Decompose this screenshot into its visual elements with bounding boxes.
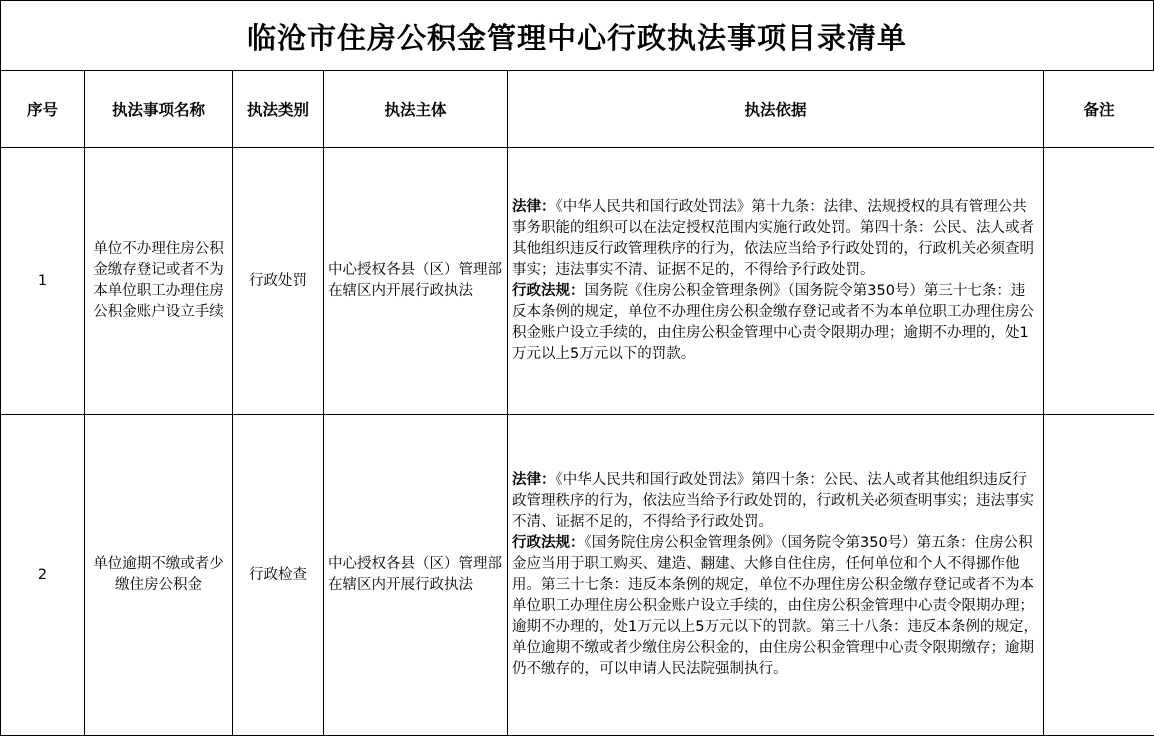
header-subject[interactable]: 执法主体 [324, 71, 508, 148]
cell-no[interactable]: 1 [1, 148, 85, 415]
regulation-paragraph [512, 533, 1039, 680]
regulation-text: 《国务院住房公积金管理条例》（国务院令第350号）第五条：住房公积金应当用于职工购买、建造、翻建、大修自住住房，任何单位和个人不得挪作他用。第三十七条：违反本条例的规定，单位不办理住房公积金缴存登记或者不为本单位职工办理住房公积金账户设立手续的，由住房公积金管理中心责令限期办理；逾期不办理的，处1万元以上5万元以下的罚款。第三十八条：违反本条例的规定，单位逾期不缴或者少缴住房公积金的，由住房公积金管理中心责令限期缴存；逾期仍不缴存的，可以申请人民法院强制执行。 [512, 535, 1038, 677]
cell-subject[interactable]: 中心授权各县（区）管理部在辖区内开展行政执法 [324, 148, 508, 415]
regulation-text: 国务院《住房公积金管理条例》（国务院令第350号）第三十七条：违反本条例的规定，单位不办理住房公积金缴存登记或者不为本单位职工办理住房公积金账户设立手续的，由住房公积金管理中心责令限期办理；逾期不办理的，处1万元以上5万元以下的罚款。 [512, 283, 1034, 362]
cell-type[interactable]: 行政检查 [233, 415, 324, 736]
cell-name[interactable]: 单位不办理住房公积金缴存登记或者不为本单位职工办理住房公积金账户设立手续 [85, 148, 233, 415]
cell-no[interactable]: 2 [1, 415, 85, 736]
cell-basis[interactable] [508, 148, 1044, 415]
cell-subject[interactable]: 中心授权各县（区）管理部在辖区内开展行政执法 [324, 415, 508, 736]
law-paragraph [512, 470, 1039, 533]
cell-basis[interactable] [508, 415, 1044, 736]
cell-remark[interactable] [1044, 415, 1154, 736]
header-type[interactable]: 执法类别 [233, 71, 324, 148]
cell-remark[interactable] [1044, 148, 1154, 415]
document-title: 临沧市住房公积金管理中心行政执法事项目录清单 [0, 0, 1154, 71]
header-remark[interactable]: 备注 [1044, 71, 1154, 148]
cell-name[interactable]: 单位逾期不缴或者少缴住房公积金 [85, 415, 233, 736]
law-text: 《中华人民共和国行政处罚法》第十九条：法律、法规授权的具有管理公共事务职能的组织可以在法定授权范围内实施行政处罚。第四十条：公民、法人或者其他组织违反行政管理秩序的行为，依法应当给予行政处罚的，行政机关必须查明事实；违法事实不清、证据不足的，不得给予行政处罚。 [512, 199, 1034, 278]
table-row [1, 148, 1154, 415]
header-name[interactable]: 执法事项名称 [85, 71, 233, 148]
enforcement-table [0, 70, 1154, 736]
law-label: 法律： [512, 199, 556, 215]
law-paragraph [512, 197, 1039, 281]
regulation-paragraph [512, 281, 1039, 365]
header-basis[interactable]: 执法依据 [508, 71, 1044, 148]
cell-type[interactable]: 行政处罚 [233, 148, 324, 415]
regulation-label: 行政法规： [512, 283, 585, 299]
law-label: 法律： [512, 472, 556, 488]
regulation-label: 行政法规： [512, 535, 585, 551]
header-row [1, 71, 1154, 148]
law-text: 《中华人民共和国行政处罚法》第四十条：公民、法人或者其他组织违反行政管理秩序的行为，依法应当给予行政处罚的，行政机关必须查明事实；违法事实不清、证据不足的，不得给予行政处罚。 [512, 472, 1034, 530]
table-row [1, 415, 1154, 736]
header-no[interactable]: 序号 [1, 71, 85, 148]
